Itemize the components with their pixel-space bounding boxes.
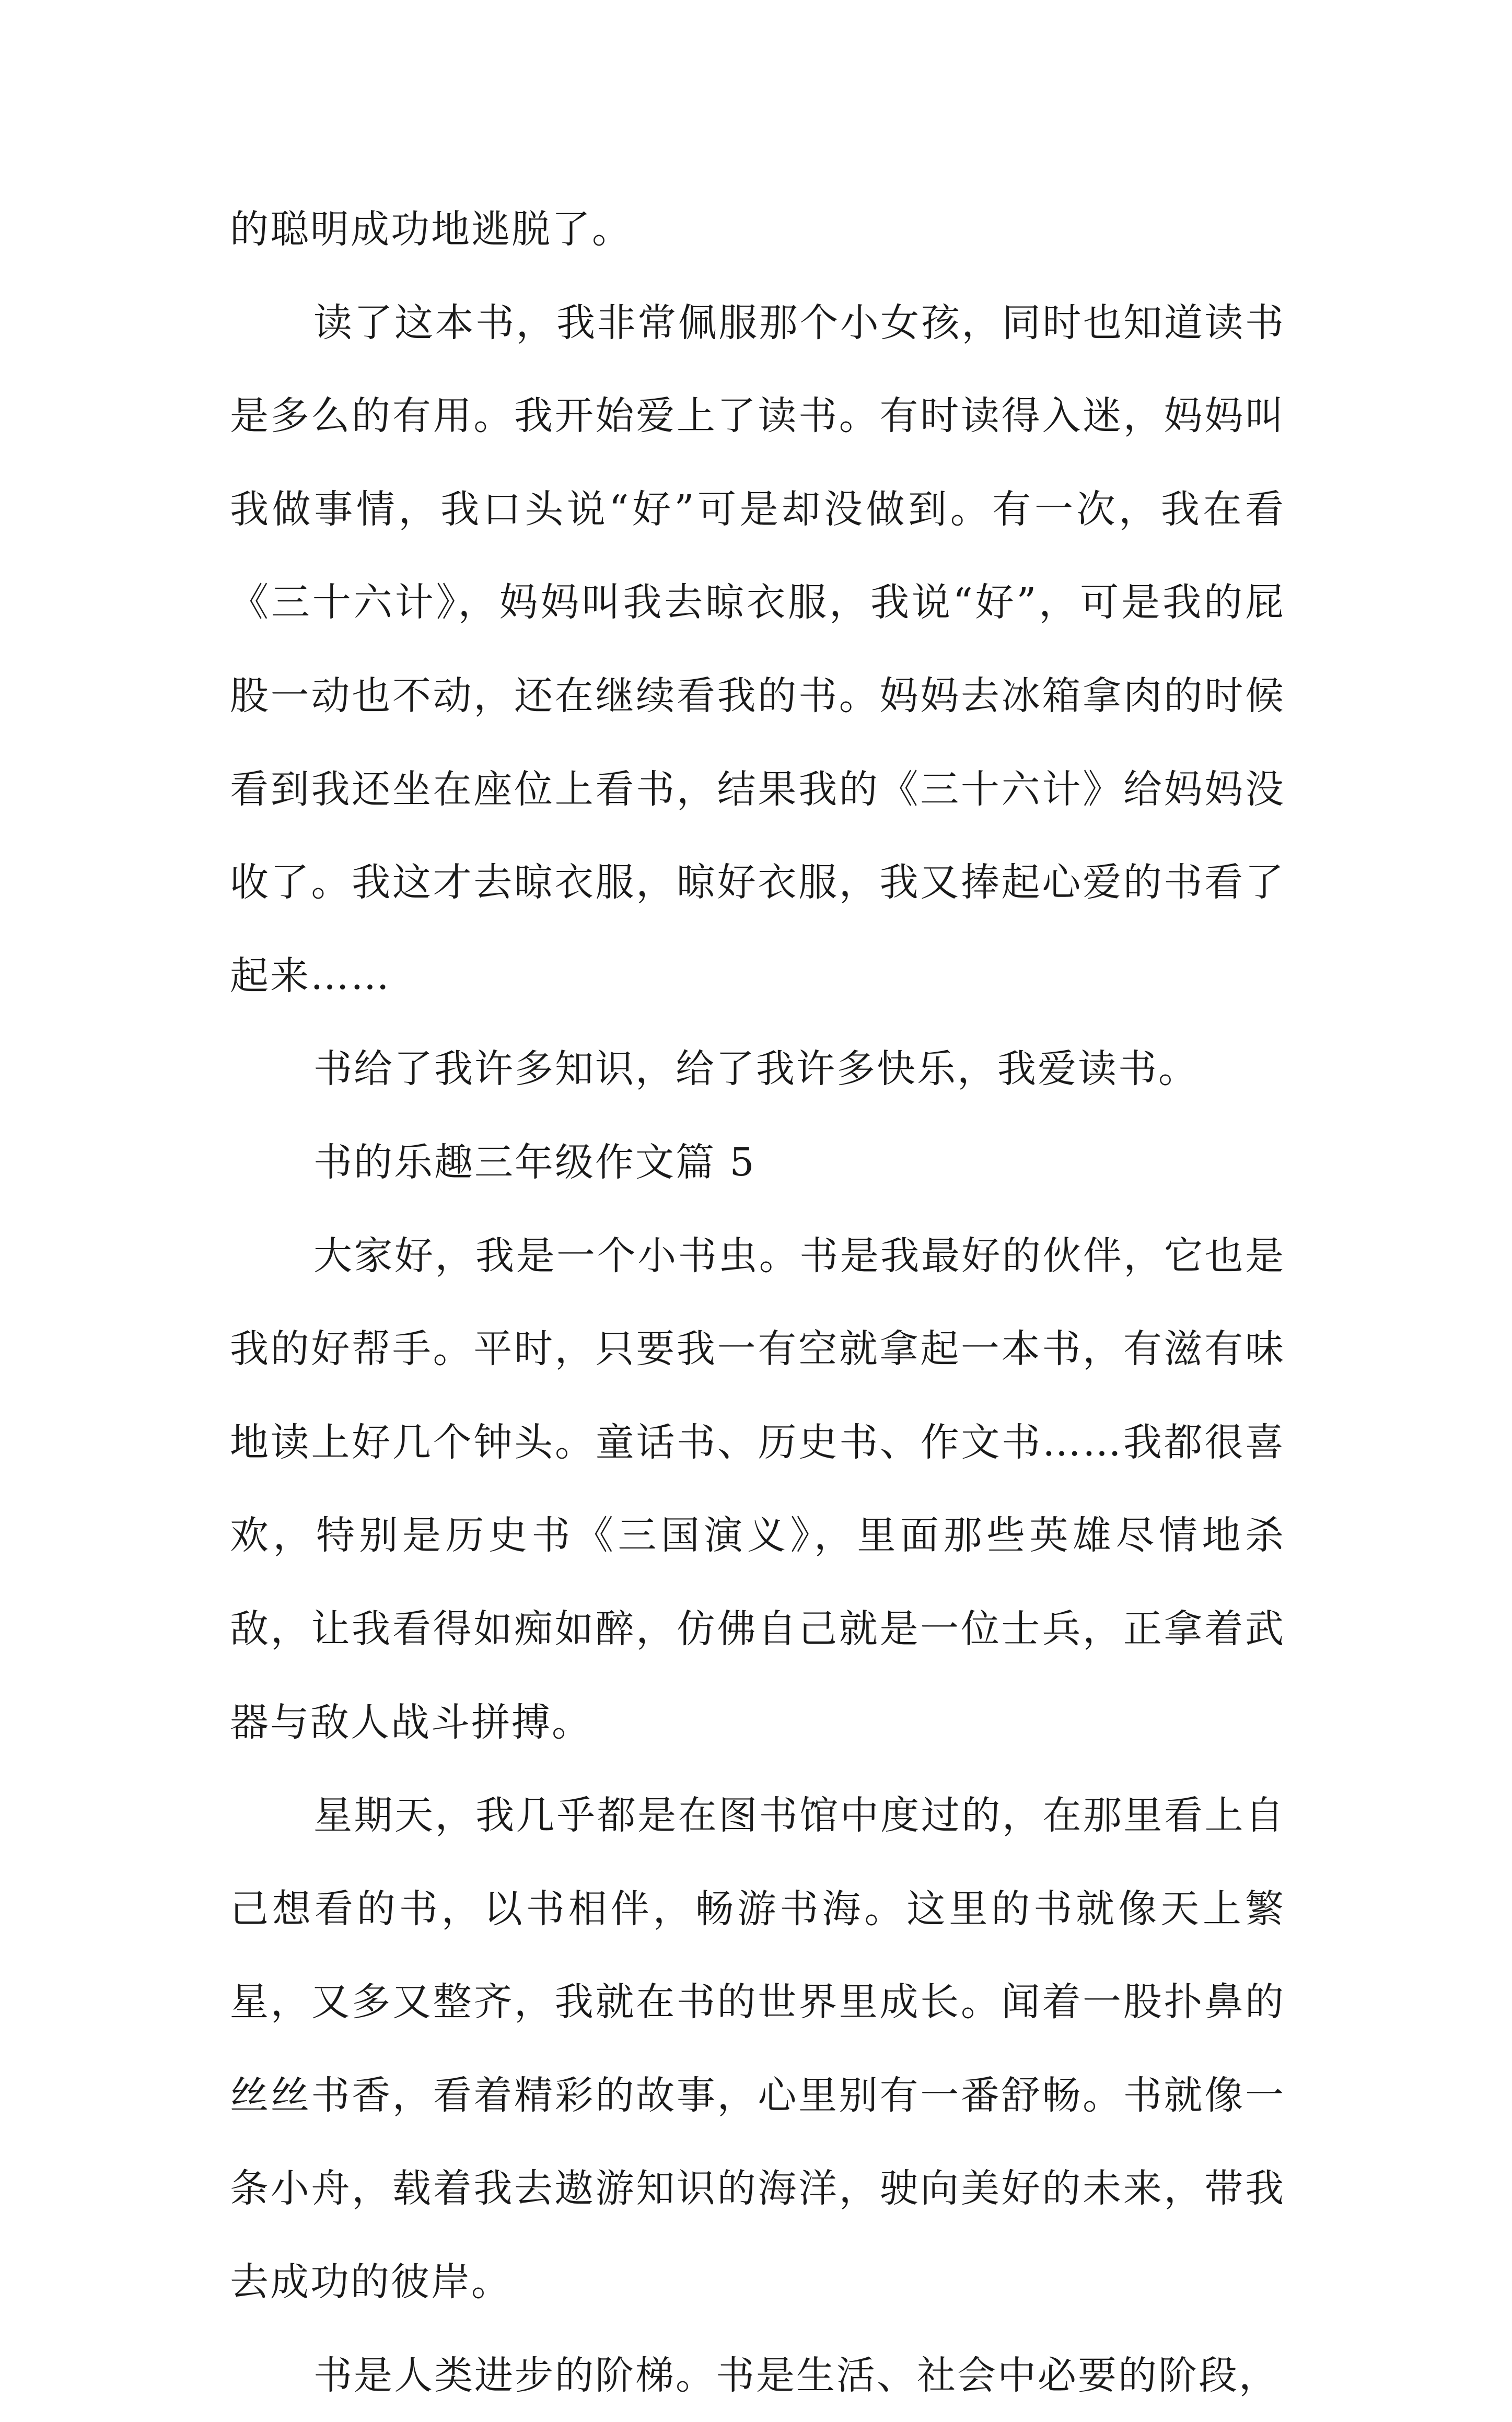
paragraph-reading-story: 读了这本书，我非常佩服那个小女孩，同时也知道读书是多么的有用。我开始爱上了读书。有时读得入迷，妈妈叫我做事情，我口头说“好”可是却没做到。有一次，我在看《三十六计》，妈妈叫我去晾衣服，我说“好”，可是我的屁股一动也不动，还在继续看我的书。妈妈去冰箱拿肉的时候看到我还坐在座位上看书，结果我的《三十六计》给妈妈没收了。我这才去晾衣服，晾好衣服，我又捧起心爱的书看了起来…… bbox=[230, 300, 1285, 998]
paragraph-conclusion: 书给了我许多知识，给了我许多快乐，我爱读书。 bbox=[313, 1046, 1199, 1092]
document-body bbox=[230, 183, 1285, 2422]
paragraph-ladder: 书是人类进步的阶梯。书是生活、社会中必要的阶段， bbox=[313, 2353, 1279, 2398]
paragraph-bookworm: 大家好，我是一个小书虫。书是我最好的伙伴，它也是我的好帮手。平时，只要我一有空就拿起一本书，有滋有味地读上好几个钟头。童话书、历史书、作文书……我都很喜欢，特别是历史书《三国演义》，里面那些英雄尽情地杀敌，让我看得如痴如醉，仿佛自己就是一位士兵，正拿着武器与敌人战斗拼搏。 bbox=[230, 1233, 1285, 1745]
essay-title: 书的乐趣三年级作文篇 5 bbox=[313, 1139, 756, 1185]
paragraph-continuation: 的聪明成功地逃脱了。 bbox=[230, 207, 632, 252]
paragraph-library: 星期天，我几乎都是在图书馆中度过的，在那里看上自己想看的书，以书相伴，畅游书海。这里的书就像天上繁星，又多又整齐，我就在书的世界里成长。闻着一股扑鼻的丝丝书香，看着精彩的故事，心里别有一番舒畅。书就像一条小舟，载着我去遨游知识的海洋，驶向美好的未来，带我去成功的彼岸。 bbox=[230, 1793, 1285, 2305]
